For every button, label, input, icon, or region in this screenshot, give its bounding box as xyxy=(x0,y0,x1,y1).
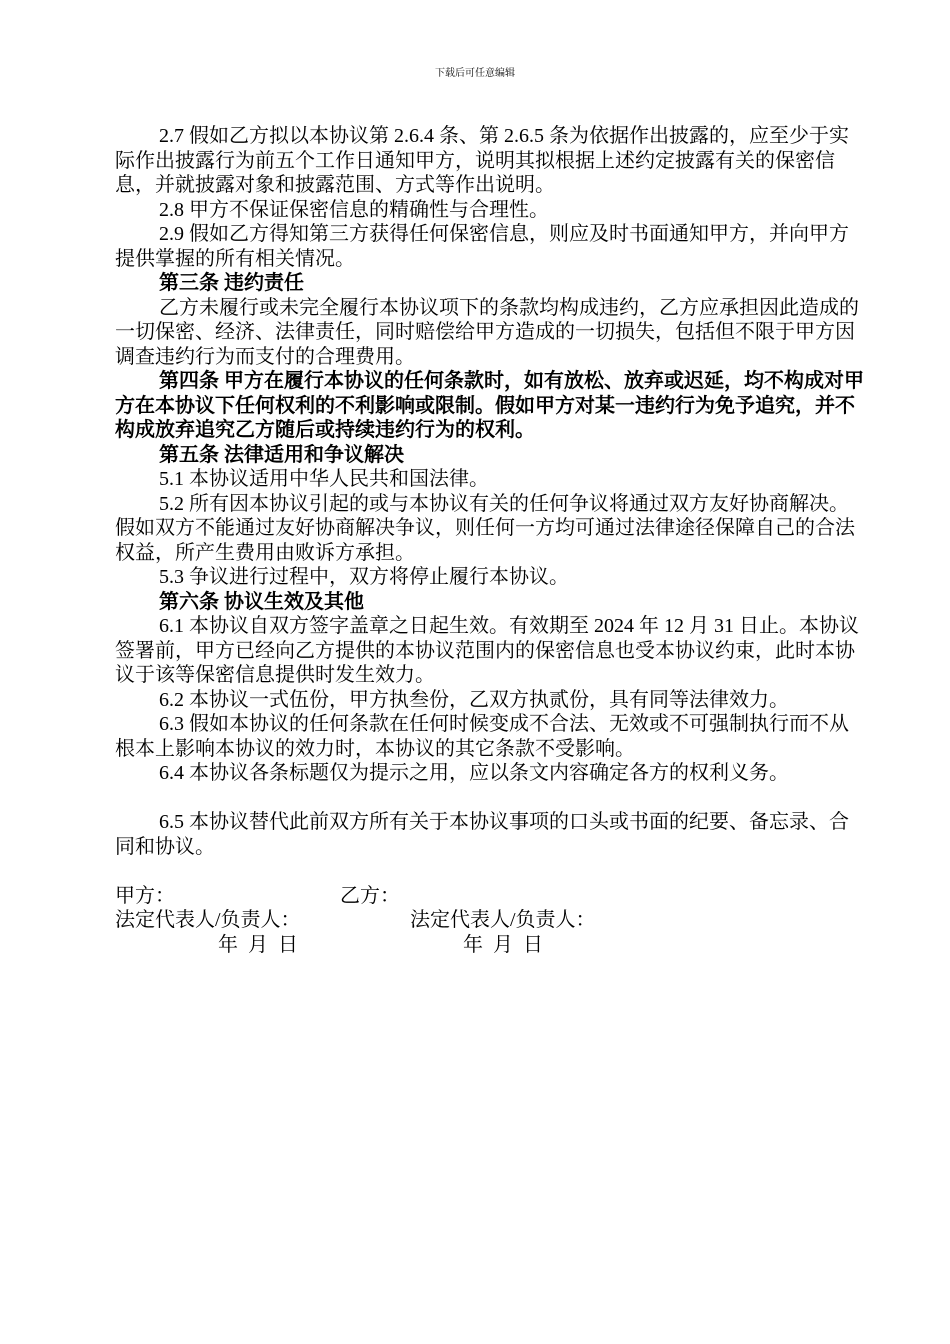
clause-5-2: 5.2 所有因本协议引起的或与本协议有关的任何争议将通过双方友好协商解决。假如双方不能通过友好协商解决争议，则任何一方均可通过法律途径保障自己的合法权益，所产生费用由败诉方承担。 xyxy=(115,492,855,564)
signature-rep-row xyxy=(115,908,865,933)
article-5-heading: 第五条 法律适用和争议解决 xyxy=(159,443,404,466)
article-6-heading: 第六条 协议生效及其他 xyxy=(159,590,364,613)
clause-5-3: 5.3 争议进行过程中，双方将停止履行本协议。 xyxy=(159,566,569,588)
signature-party-row xyxy=(115,884,865,909)
party-b-label: 乙方： xyxy=(340,884,400,907)
signature-date-row xyxy=(115,933,865,958)
page-header: 下载后可任意编辑 xyxy=(435,68,515,79)
clause-6-5: 6.5 本协议替代此前双方所有关于本协议事项的口头或书面的纪要、备忘录、合同和协议。 xyxy=(115,811,849,858)
document-body xyxy=(115,124,865,957)
clause-6-1: 6.1 本协议自双方签字盖章之日起生效。有效期至 2024 年 12 月 31 日止。本协议签署前，甲方已经向乙方提供的本协议范围内的保密信息也受本协议约束，此时本协议于该等保密信息提供时发生效力。 xyxy=(115,615,859,686)
clause-2-8: 2.8 甲方不保证保密信息的精确性与合理性。 xyxy=(159,198,549,221)
clause-6-3: 6.3 假如本协议的任何条款在任何时候变成不合法、无效或不可强制执行而不从根本上影响本协议的效力时，本协议的其它条款不受影响。 xyxy=(115,713,849,760)
clause-6-4: 6.4 本协议各条标题仅为提示之用，应以条文内容确定各方的权利义务。 xyxy=(159,762,789,784)
clause-2-9: 2.9 假如乙方得知第三方获得任何保密信息，则应及时书面通知甲方，并向甲方提供掌握的所有相关情况。 xyxy=(115,223,849,270)
party-b-representative-label: 法定代表人/负责人： xyxy=(410,909,596,931)
clause-5-1: 5.1 本协议适用中华人民共和国法律。 xyxy=(159,468,489,490)
party-b-date: 年 月 日 xyxy=(463,933,543,956)
party-a-label: 甲方： xyxy=(115,884,175,907)
article-4-text: 第四条 甲方在履行本协议的任何条款时，如有放松、放弃或迟延，均不构成对甲方在本协议下任何权利的不利影响或限制。假如甲方对某一违约行为免予追究，并不构成放弃追究乙方随后或持续违约行为的权利。 xyxy=(115,370,864,441)
party-a-representative-label: 法定代表人/负责人： xyxy=(115,909,301,931)
article-3-heading: 第三条 违约责任 xyxy=(159,272,304,294)
article-3-text: 乙方未履行或未完全履行本协议项下的条款均构成违约，乙方应承担因此造成的一切保密、经济、法律责任，同时赔偿给甲方造成的一切损失，包括但不限于甲方因调查违约行为而支付的合理费用。 xyxy=(115,296,859,368)
clause-6-2: 6.2 本协议一式伍份，甲方执叁份，乙双方执贰份，具有同等法律效力。 xyxy=(159,688,789,711)
blank-line xyxy=(115,859,865,884)
party-a-date: 年 月 日 xyxy=(218,933,298,956)
clause-2-7: 2.7 假如乙方拟以本协议第 2.6.4 条、第 2.6.5 条为依据作出披露的，应至少于实际作出披露行为前五个工作日通知甲方，说明其拟根据上述约定披露有关的保密信息，并就披露对象和披露范围、方式等作出说明。 xyxy=(115,125,849,196)
blank-line xyxy=(115,786,865,811)
